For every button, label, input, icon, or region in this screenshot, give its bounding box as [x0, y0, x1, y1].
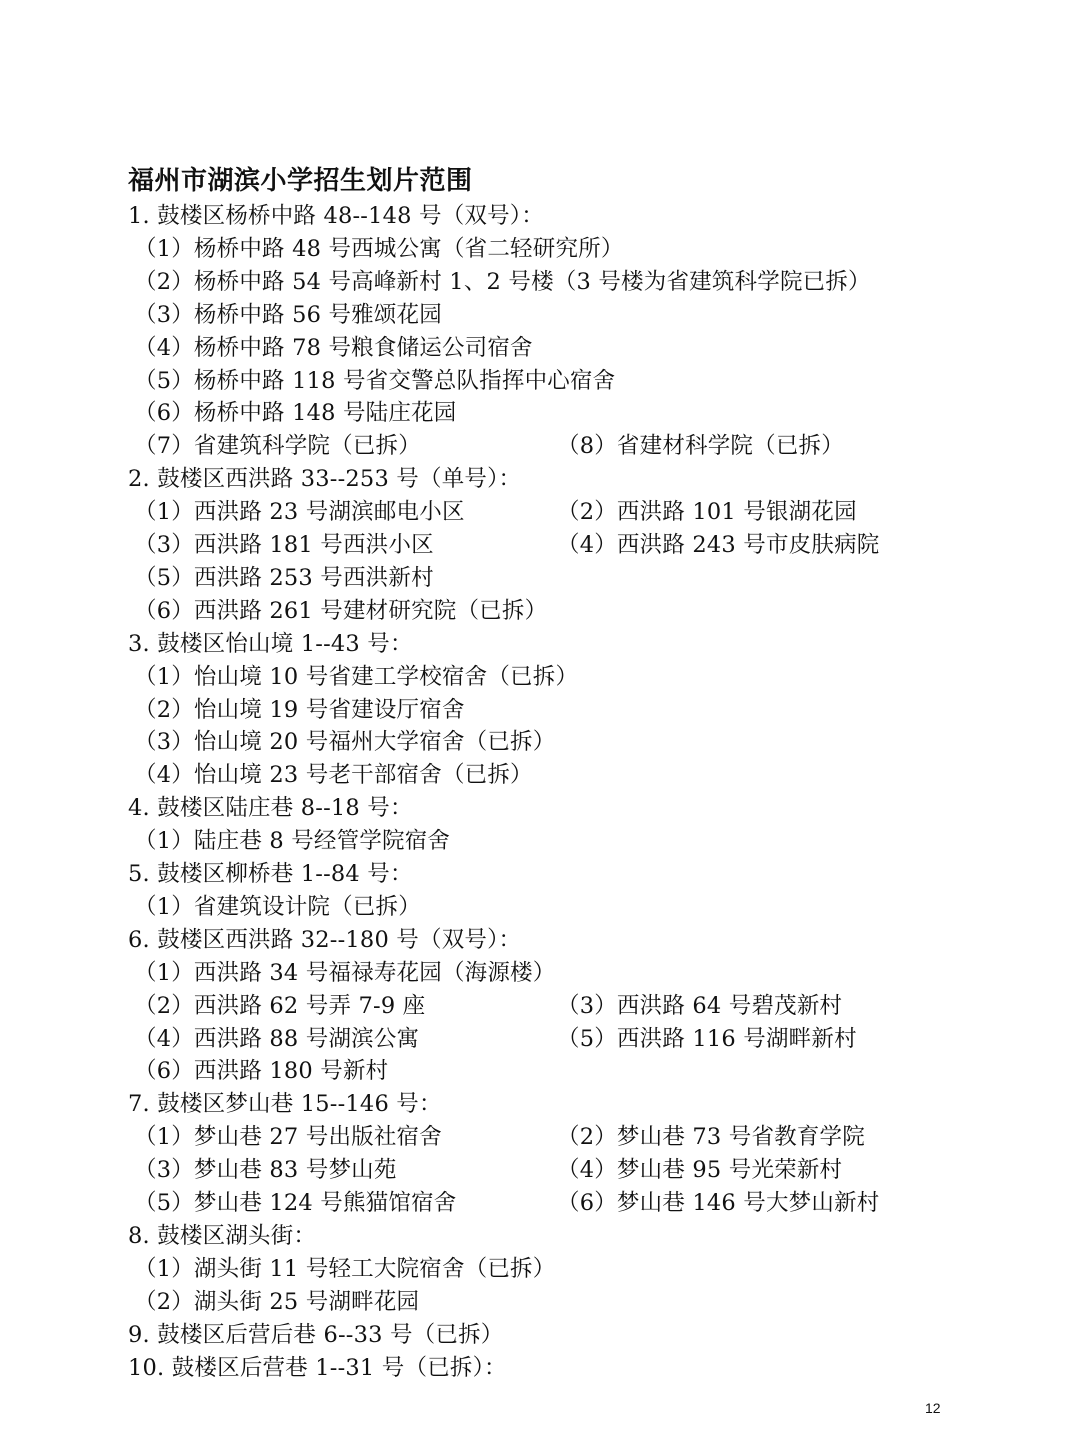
list-item: （2）西洪路 62 号弄 7-9 座 [134, 992, 426, 1019]
section-heading: 9. 鼓楼区后营后巷 6--33 号（已拆） [128, 1321, 504, 1348]
page-number: 12 [925, 1400, 941, 1416]
list-item: （1）杨桥中路 48 号西城公寓（省二轻研究所） [134, 235, 624, 262]
list-item: （1）西洪路 34 号福禄寿花园（海源楼） [134, 959, 556, 986]
list-item: （4）梦山巷 95 号光荣新村 [557, 1157, 843, 1184]
list-item: （3）梦山巷 83 号梦山苑 [134, 1157, 397, 1184]
list-item: （2）西洪路 101 号银湖花园 [557, 499, 857, 526]
list-item: （1）梦山巷 27 号出版社宿舍 [134, 1124, 442, 1151]
list-item: （3）西洪路 181 号西洪小区 [134, 532, 434, 558]
section-heading: 3. 鼓楼区怡山境 1--43 号： [128, 630, 413, 657]
list-item: （6）梦山巷 146 号大梦山新村 [557, 1190, 880, 1216]
section-heading: 1. 鼓楼区杨桥中路 48--148 号（双号）： [128, 203, 544, 229]
list-item: （2）杨桥中路 54 号高峰新村 1、2 号楼（3 号楼为省建筑科学院已拆） [134, 268, 871, 295]
section-heading: 2. 鼓楼区西洪路 33--253 号（单号）： [128, 466, 522, 493]
section-heading: 8. 鼓楼区湖头街： [128, 1222, 317, 1249]
list-item: （8）省建材科学院（已拆） [557, 433, 844, 460]
list-item: （1）省建筑设计院（已拆） [134, 893, 421, 920]
list-item: （6）西洪路 180 号新村 [134, 1058, 389, 1085]
list-item: （3）怡山境 20 号福州大学宿舍（已拆） [134, 729, 556, 756]
list-item: （5）杨桥中路 118 号省交警总队指挥中心宿舍 [134, 367, 616, 394]
section-heading: 10. 鼓楼区后营巷 1--31 号（已拆）： [128, 1354, 507, 1381]
list-item: （4）西洪路 88 号湖滨公寓 [134, 1025, 420, 1052]
list-item: （3）西洪路 64 号碧茂新村 [557, 992, 843, 1019]
list-item: （6）西洪路 261 号建材研究院（已拆） [134, 597, 548, 624]
section-heading: 7. 鼓楼区梦山巷 15--146 号： [128, 1091, 442, 1118]
section-heading: 4. 鼓楼区陆庄巷 8--18 号： [128, 795, 413, 822]
document-title: 福州市湖滨小学招生划片范围 [128, 166, 473, 196]
section-heading: 5. 鼓楼区柳桥巷 1--84 号： [128, 861, 413, 887]
list-item: （1）西洪路 23 号湖滨邮电小区 [134, 499, 465, 526]
list-item: （4）西洪路 243 号市皮肤病院 [557, 532, 880, 558]
list-item: （1）湖头街 11 号轻工大院宿舍（已拆） [134, 1255, 556, 1282]
list-item: （2）湖头街 25 号湖畔花园 [134, 1288, 420, 1315]
section-heading: 6. 鼓楼区西洪路 32--180 号（双号）： [128, 926, 522, 953]
list-item: （5）梦山巷 124 号熊猫馆宿舍 [134, 1190, 457, 1216]
list-item: （5）西洪路 116 号湖畔新村 [557, 1025, 857, 1052]
list-item: （5）西洪路 253 号西洪新村 [134, 564, 434, 591]
list-item: （4）怡山境 23 号老干部宿舍（已拆） [134, 762, 533, 789]
list-item: （1）陆庄巷 8 号经管学院宿舍 [134, 828, 451, 855]
list-item: （4）杨桥中路 78 号粮食储运公司宿舍 [134, 334, 533, 361]
list-item: （2）梦山巷 73 号省教育学院 [557, 1124, 865, 1151]
list-item: （2）怡山境 19 号省建设厅宿舍 [134, 696, 465, 723]
list-item: （1）怡山境 10 号省建工学校宿舍（已拆） [134, 663, 579, 690]
list-item: （3）杨桥中路 56 号雅颂花园 [134, 301, 442, 328]
list-item: （6）杨桥中路 148 号陆庄花园 [134, 400, 457, 427]
list-item: （7）省建筑科学院（已拆） [134, 433, 421, 460]
